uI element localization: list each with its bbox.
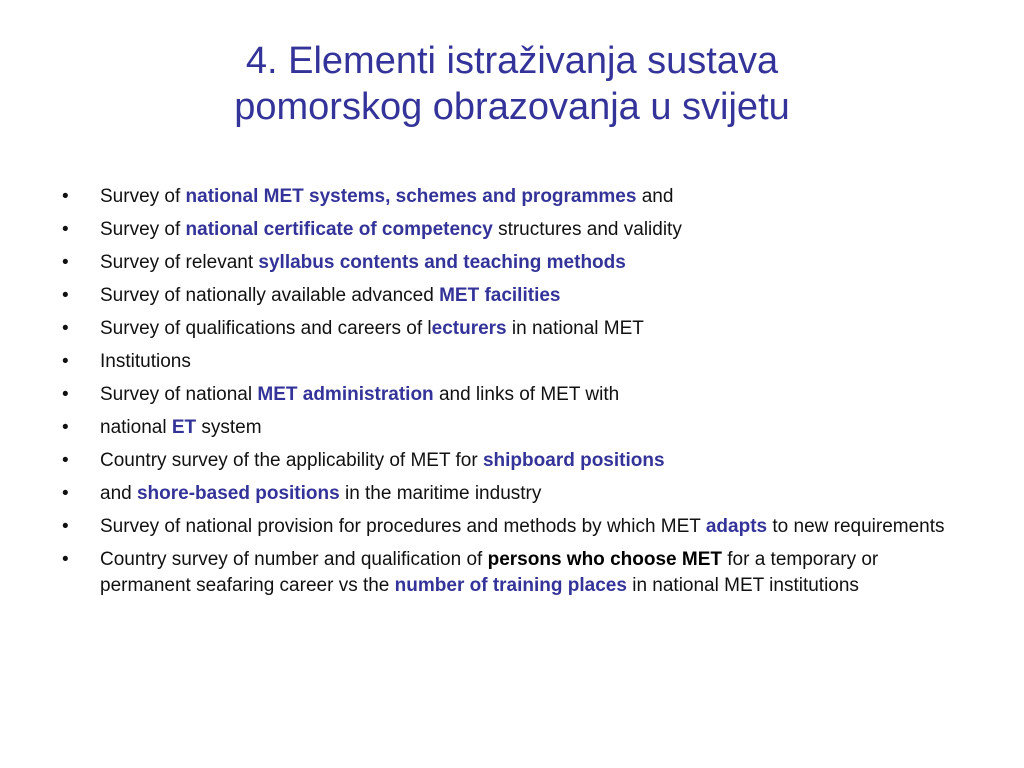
bullet-highlight: ecturers (431, 318, 507, 339)
bullet-marker: • (62, 483, 69, 504)
bullet-item (60, 316, 960, 342)
bullet-text: and links of MET with (433, 384, 620, 405)
slide-title-line-2: pomorskog obrazovanja u svijetu (234, 86, 790, 128)
bullet-highlight: shipboard positions (482, 450, 665, 471)
bullet-text: Survey of national provision for procedures and methods by which MET (100, 516, 706, 537)
bullet-item (60, 547, 960, 599)
bullet-text: Survey of nationally available advanced (100, 285, 440, 306)
bullet-marker: • (62, 252, 69, 273)
bullet-marker: • (62, 219, 69, 240)
bullet-text: and (100, 483, 137, 504)
bullet-highlight: syllabus contents and teaching methods (258, 252, 626, 273)
bullet-text: system (196, 417, 262, 438)
bullet-marker: • (62, 285, 69, 306)
bullet-text: Institutions (100, 351, 191, 372)
bullet-item (60, 415, 960, 441)
bullet-text: in the maritime industry (339, 483, 542, 504)
bullet-text: Survey of relevant (100, 252, 259, 273)
bullet-highlight: ET (171, 417, 197, 438)
bullet-marker: • (62, 516, 69, 537)
bullet-highlight: MET administration (257, 384, 434, 405)
bullet-text: for a temporary or permanent seafaring career vs the (100, 549, 879, 596)
bullet-text: Country survey of number and qualification of (100, 549, 488, 570)
bullet-text: national (100, 417, 172, 438)
bullet-item (60, 283, 960, 309)
slide-title (60, 38, 964, 130)
bullet-marker: • (62, 384, 69, 405)
bullet-marker: • (62, 450, 69, 471)
bullet-text: in national MET (506, 318, 644, 339)
bullet-highlight: number of training places (394, 575, 627, 596)
bullet-text: Country survey of the applicability of MET for (100, 450, 483, 471)
bullet-text: Survey of (100, 186, 186, 207)
bullet-text: Survey of (100, 219, 186, 240)
bullet-marker: • (62, 549, 69, 570)
bullet-item (60, 217, 960, 243)
bullet-marker: • (62, 186, 69, 207)
bullet-item (60, 250, 960, 276)
bullet-text: structures and validity (492, 219, 682, 240)
bullet-text: Survey of qualifications and careers of l (100, 318, 432, 339)
bullet-item (60, 514, 960, 540)
bullet-highlight: shore-based positions (136, 483, 340, 504)
bullet-item (60, 481, 960, 507)
bullet-list (60, 184, 960, 606)
bullet-highlight: persons who choose MET (487, 549, 722, 570)
bullet-marker: • (62, 351, 69, 372)
bullet-text: and (636, 186, 674, 207)
bullet-highlight: adapts (705, 516, 768, 537)
bullet-highlight: national certificate of competency (185, 219, 493, 240)
bullet-item (60, 349, 960, 375)
bullet-text: to new requirements (767, 516, 945, 537)
bullet-marker: • (62, 318, 69, 339)
bullet-item (60, 382, 960, 408)
bullet-item (60, 184, 960, 210)
bullet-highlight: MET facilities (439, 285, 561, 306)
bullet-marker: • (62, 417, 69, 438)
bullet-text: in national MET institutions (626, 575, 859, 596)
bullet-item (60, 448, 960, 474)
slide-title-line-1: 4. Elementi istraživanja sustava (245, 40, 779, 82)
bullet-text: Survey of national (100, 384, 258, 405)
bullet-highlight: national MET systems, schemes and programmes (185, 186, 637, 207)
